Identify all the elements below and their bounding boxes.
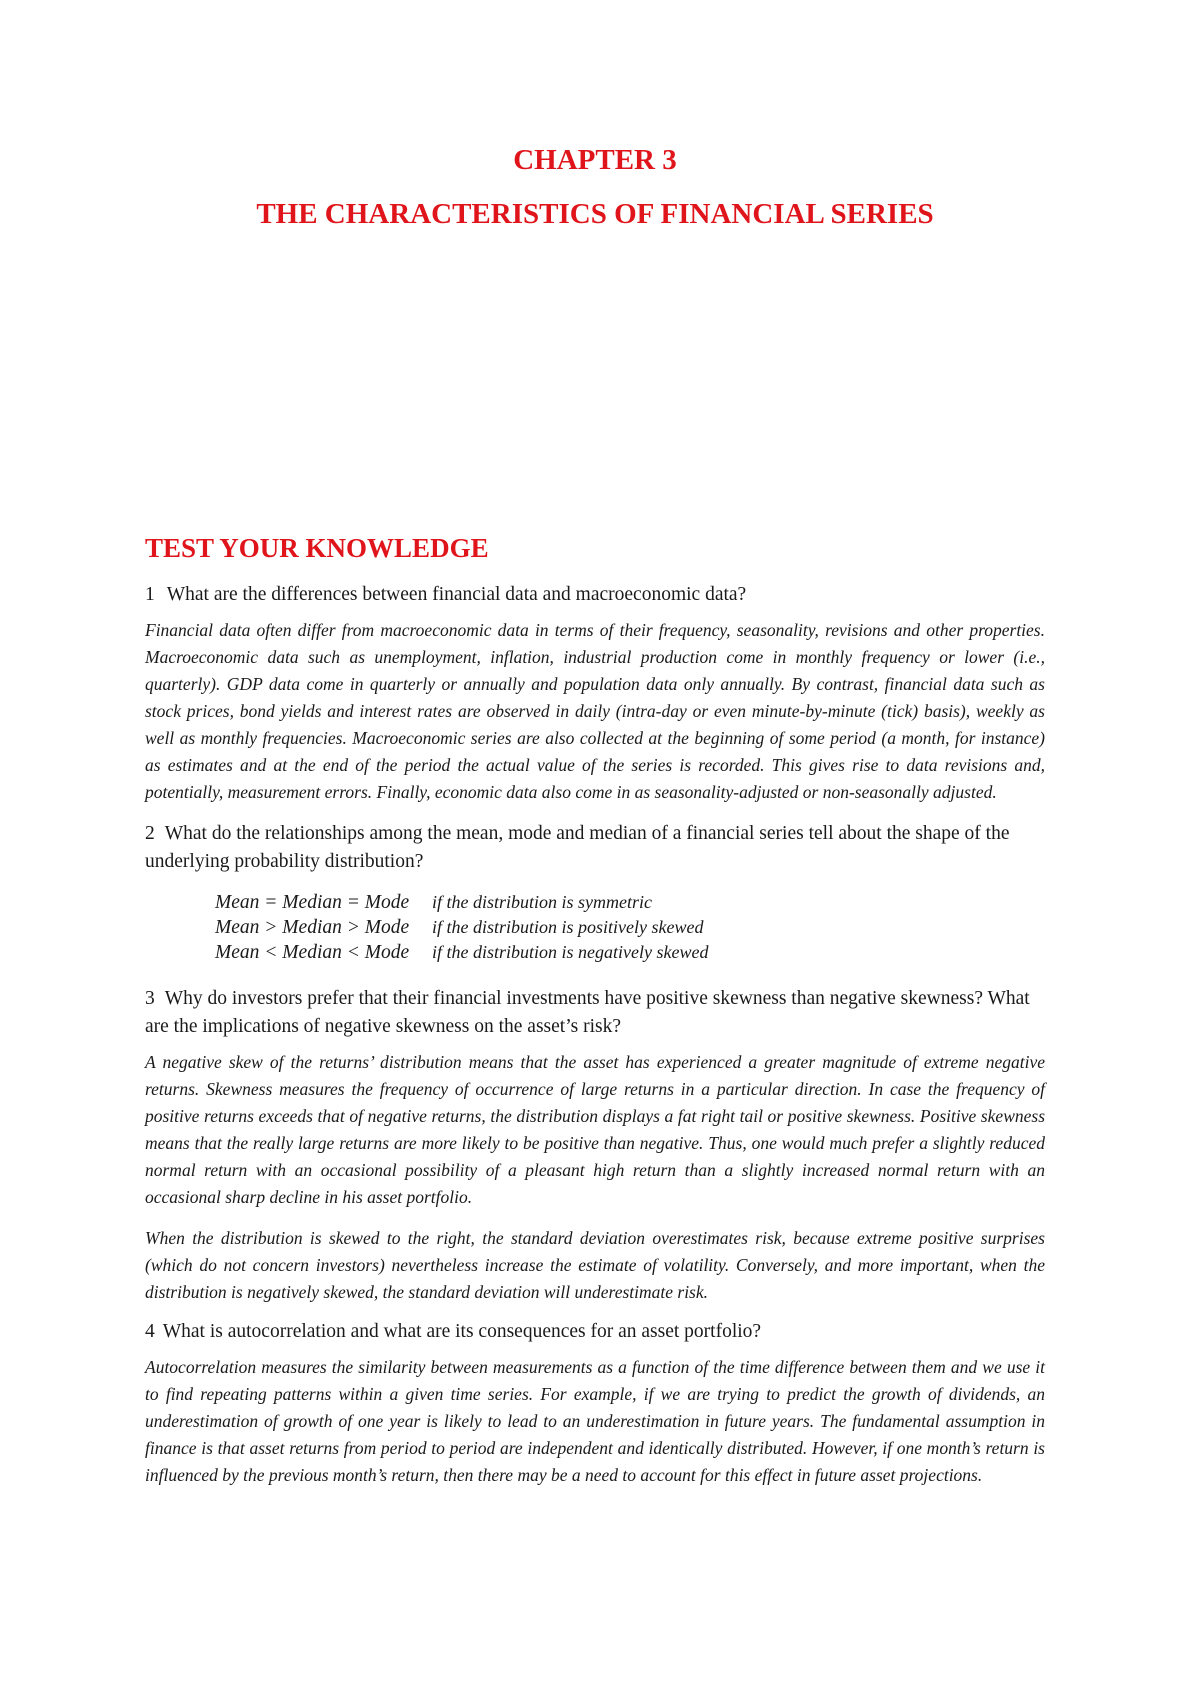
question-3 [145, 985, 1045, 1041]
answer-3a: A negative skew of the returns’ distribution means that the asset has experienced a greater magnitude of extreme negative returns. Skewness measures the frequency of occurrence of large returns in a particular direction. In case the frequency of positive returns exceeds that of negative returns, the distribution displays a fat right tail or positive skewness. Positive skewness means that the really large returns are more likely to be positive than negative. Thus, one would much prefer a slightly reduced normal return with an occasional possibility of a pleasant high return than a slightly increased normal return with an occasional sharp decline in his asset portfolio. [145, 1052, 1045, 1207]
question-1 [145, 581, 1045, 609]
question-text: What are the differences between financial data and macroeconomic data? [166, 584, 747, 605]
relation-condition: Mean < Median < Mode [215, 942, 410, 963]
distribution-relations [215, 890, 1045, 965]
relation-row [215, 940, 1045, 965]
question-number: 4 [145, 1321, 155, 1342]
answer-1: Financial data often differ from macroeconomic data in terms of their frequency, seasonality, revisions and other properties. Macroeconomic data such as unemployment, inflation, industrial production come in monthly frequency or lower (i.e., quarterly). GDP data come in quarterly or annually and population data only annually. By contrast, financial data such as stock prices, bond yields and interest rates are observed in daily (intra-day or even minute-by-minute (tick) basis), weekly as well as monthly frequencies. Macroeconomic series are also collected at the beginning of some period (a month, for instance) as estimates and at the end of the period the actual value of the series is recorded. This gives rise to data revisions and, potentially, measurement errors. Finally, economic data also come in as seasonality-adjusted or non-seasonally adjusted. [145, 620, 1045, 802]
main-content [145, 533, 1045, 1499]
question-text: What do the relationships among the mean, mode and median of a financial series tell about the shape of the underlying probability distribution? [145, 823, 1010, 872]
chapter-title: THE CHARACTERISTICS OF FINANCIAL SERIES [256, 198, 934, 230]
answer-4: Autocorrelation measures the similarity between measurements as a function of the time difference between them and we use it to find repeating patterns within a given time series. For example, if we are trying to predict the growth of dividends, an underestimation of growth of one year is likely to lead to an underestimation in future years. The fundamental assumption in finance is that asset returns from period to period are independent and identically distributed. However, if one month’s return is influenced by the previous month’s return, then there may be a need to account for this effect in future asset projections. [145, 1357, 1045, 1485]
relation-meaning: if the distribution is negatively skewed [432, 942, 709, 962]
question-number: 3 [145, 988, 155, 1009]
section-heading: TEST YOUR KNOWLEDGE [145, 533, 489, 563]
question-2 [145, 820, 1045, 876]
relation-row [215, 915, 1045, 940]
answer-3b: When the distribution is skewed to the right, the standard deviation overestimates risk, because extreme positive surprises (which do not concern investors) nevertheless increase the estimate of volatility. Conversely, and more important, when the distribution is negatively skewed, the standard deviation will underestimate risk. [145, 1228, 1045, 1302]
relation-condition: Mean > Median > Mode [215, 917, 410, 938]
question-text: What is autocorrelation and what are its consequences for an asset portfolio? [162, 1321, 762, 1342]
question-4 [145, 1318, 1045, 1346]
question-number: 1 [145, 584, 155, 605]
chapter-number: CHAPTER 3 [513, 144, 677, 176]
relation-condition: Mean = Median = Mode [215, 892, 410, 913]
question-text: Why do investors prefer that their financial investments have positive skewness than negative skewness? What are the implications of negative skewness on the asset’s risk? [145, 988, 1030, 1037]
relation-meaning: if the distribution is symmetric [432, 892, 652, 912]
relation-row [215, 890, 1045, 915]
question-number: 2 [145, 823, 155, 844]
relation-meaning: if the distribution is positively skewed [432, 917, 704, 937]
